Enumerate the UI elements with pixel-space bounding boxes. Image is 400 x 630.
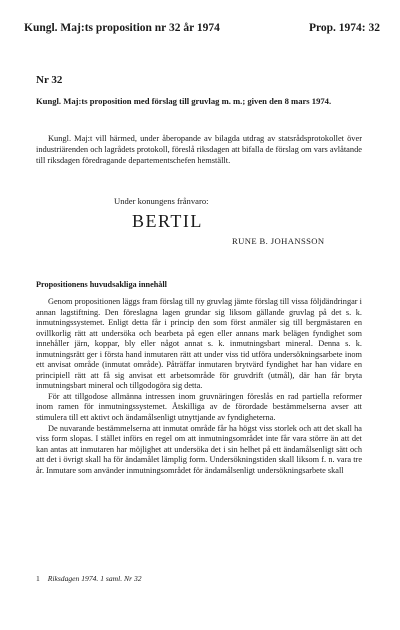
section-body xyxy=(36,297,362,476)
signature-king: BERTIL xyxy=(132,211,203,231)
intro-text: Kungl. Maj:t vill härmed, under åberopande av bilagda utdrag av statsrådsprotokollet över industriärenden och lagrådets protokoll, föreslå riksdagen att bifalla de förslag om vars avlåtande till riksdagen föredragande departementschefen hemställt. xyxy=(36,134,362,165)
body-paragraph: Genom propositionen läggs fram förslag till ny gruvlag jämte förslag till vissa följdändringar i annan lagstiftning. Den föreslagna lagen grundar sig liksom gällande gruvlag på det s. k. inmutningssystemet. Enligt detta får i princip den som först anmäler sig till bergmästaren en ovillkorlig rätt att undersöka och bearbeta på egen eller annans mark belägen fyndighet som innehåller järn, koppar, bly eller något annat s. k. inmutningsbart mineral. Denna s. k. inmutningsrätt ger i första hand inmutaren rätt att under viss tid utföra undersökningsarbete inom ett anvisat område (inmutat område). Påträffar inmutaren brytvärd fyndighet har han vidare en principiell rätt att få sig anvisat ett arbetsområde för gruvdrift (utmål), där han får bryta inmutningsbart mineral och tillgodogöra sig detta. xyxy=(36,297,362,391)
body-paragraph: För att tillgodose allmänna intressen inom gruvnäringen föreslås en rad partiella reformer inom ramen för inmutningssystemet. Åtskilliga av de förordade bestämmelserna avser att stimulera till ett aktivt och ändamålsenligt utnyttjande av fyndigheterna. xyxy=(36,391,362,423)
running-header xyxy=(24,22,380,42)
intro-paragraph xyxy=(36,134,362,166)
footer-source: Riksdagen 1974. 1 saml. Nr 32 xyxy=(47,574,142,583)
proposition-subtitle: Kungl. Maj:ts proposition med förslag till gruvlag m. m.; given den 8 mars 1974. xyxy=(36,96,332,106)
signature-minister: RUNE B. JOHANSSON xyxy=(232,236,325,246)
body-paragraph: De nuvarande bestämmelserna att inmutat område får ha högst viss storlek och att det skall ha viss form slopas. I stället införs en regel om att inmutningsområdet inte får vara större än att det kan antas att inmutaren har möjlighet att undersöka det i sin helhet på ett ändamålsenligt sätt och att det i övrigt skall ha för ändamålet lämplig form. Undersökningstiden skall liksom f. n. vara tre år. Inmutare som använder inmutningsområdet för ändamålsenligt undersökningsarbete skall xyxy=(36,423,362,475)
header-reference: Prop. 1974: 32 xyxy=(308,22,380,34)
section-title: Propositionens huvudsakliga innehåll xyxy=(36,280,167,289)
footer-page-number: 1 xyxy=(36,574,40,583)
page-footer xyxy=(36,574,142,583)
absence-note: Under konungens frånvaro: xyxy=(114,196,209,206)
proposition-number: Nr 32 xyxy=(36,74,63,86)
header-title: Kungl. Maj:ts proposition nr 32 år 1974 xyxy=(24,22,220,34)
